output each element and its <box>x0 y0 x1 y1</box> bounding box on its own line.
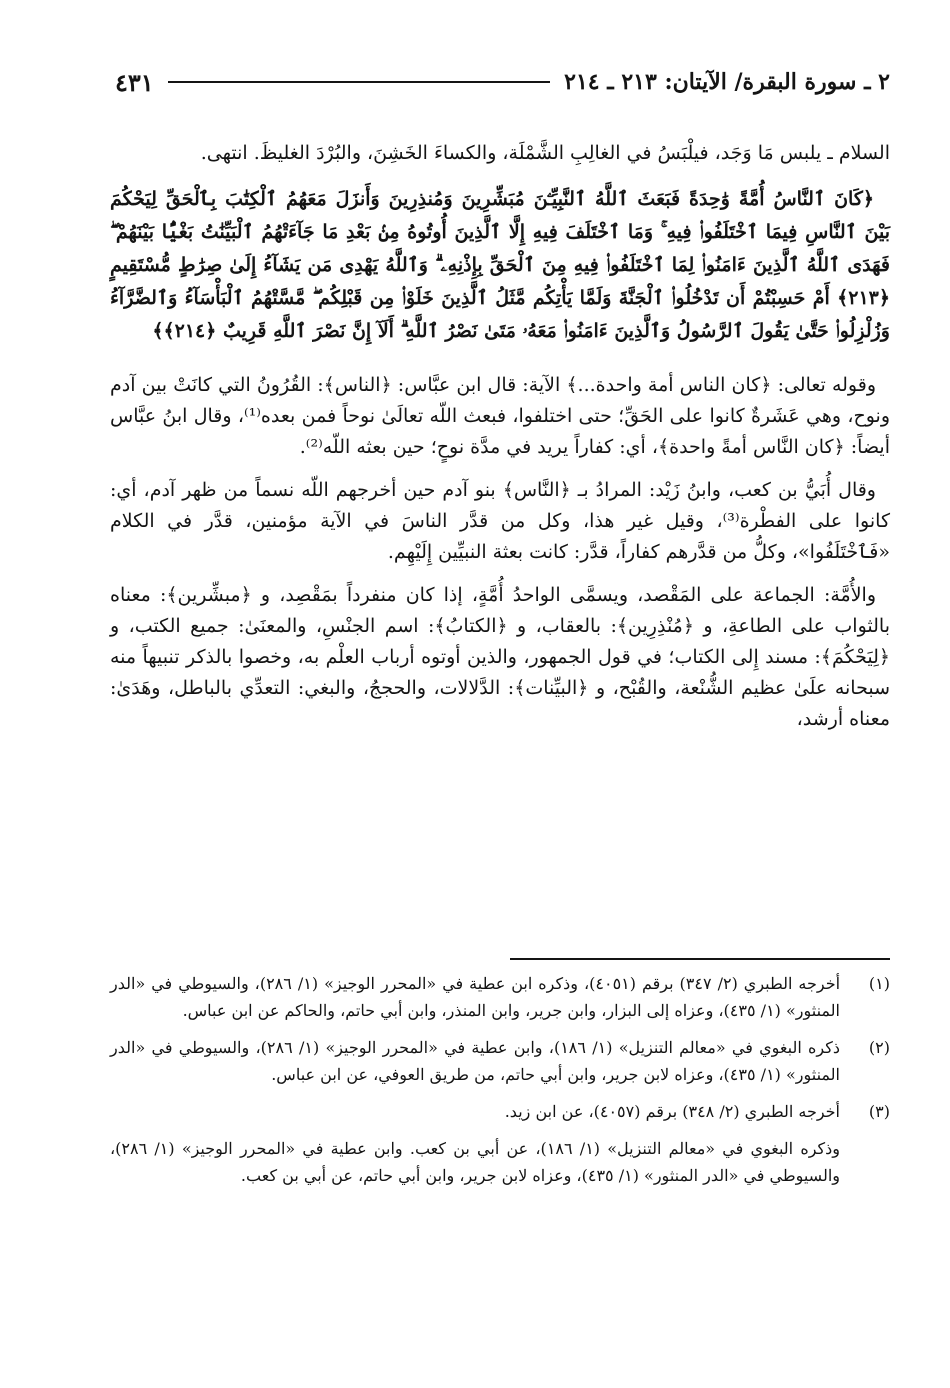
footnote-text: أخرجه الطبري (٢/ ٣٤٨) برقم (٤٠٥٧)، عن ابن زيد. <box>504 1102 840 1121</box>
footnote-number: (١) <box>868 974 890 993</box>
footnote-text: ذكره البغوي في «معالم التنزيل» (١/ ١٨٦)، وابن عطية في «المحرر الوجيز» (١/ ٢٨٦)، والسيوطي في «الدر المنثور» (١/ ٤٣٥)، وعزاه لابن جرير، وابن أبي حاتم، من طريق العوفي، عن ابن عباس. <box>110 1038 840 1084</box>
page-header <box>115 62 890 102</box>
footnote-1 <box>110 970 890 1024</box>
footnote-separator <box>510 958 890 960</box>
main-text <box>110 138 890 747</box>
footnotes <box>110 970 890 1189</box>
paragraph-4: والأُمَّة: الجماعة على المَقْصد، ويسمَّى الواحدُ أُمَّةٍ، إذا كان منفرداً بمَقْصِد، و ﴿مبشِّرين﴾: معناه بالثواب على الطاعةِ، و ﴿مُنْذِرِين﴾: بالعقاب، و ﴿الكتابُ﴾: اسم الجنْسِ، والمعنَىٰ: جميع الكتب، و ﴿لِيَحْكُمَ﴾: مسند إِلى الكتاب؛ في قول الجمهور، والذين أوتوه أرباب العلْم به، وخصوا بالذكر تنبيهاً منه سبحانه علَىٰ عظيم الشُّنْعة، والقُبْح، و ﴿البيِّنات﴾: الدَّلالات، والحججُ، والبغي: التعدِّي بالباطل، وهَدَىٰ: معناه أرشد، <box>110 584 890 730</box>
footnote-2 <box>110 1034 890 1088</box>
quran-verse: ﴿كَانَ ٱلنَّاسُ أُمَّةً وَٰحِدَةً فَبَعَثَ ٱللَّهُ ٱلنَّبِيِّـۧنَ مُبَشِّرِينَ وَمُنذِرِينَ وَأَنزَلَ مَعَهُمُ ٱلْكِتَٰبَ بِٱلْحَقِّ لِيَحْكُمَ بَيْنَ ٱلنَّاسِ فِيمَا ٱخْتَلَفُوا۟ فِيهِ ۚ وَمَا ٱخْتَلَفَ فِيهِ إِلَّا ٱلَّذِينَ أُوتُوهُ مِنۢ بَعْدِ مَا جَآءَتْهُمُ ٱلْبَيِّنَٰتُ بَغْيًۢا بَيْنَهُمْ ۖ فَهَدَى ٱللَّهُ ٱلَّذِينَ ءَامَنُوا۟ لِمَا ٱخْتَلَفُوا۟ فِيهِ مِنَ ٱلْحَقِّ بِإِذْنِهِۦ ۗ وَٱللَّهُ يَهْدِى مَن يَشَآءُ إِلَىٰ صِرَٰطٍ مُّسْتَقِيمٍ ﴿٢١٣﴾ أَمْ حَسِبْتُمْ أَن تَدْخُلُوا۟ ٱلْجَنَّةَ وَلَمَّا يَأْتِكُم مَّثَلُ ٱلَّذِينَ خَلَوْا۟ مِن قَبْلِكُم ۖ مَّسَّتْهُمُ ٱلْبَأْسَآءُ وَٱلضَّرَّآءُ وَزُلْزِلُوا۟ حَتَّىٰ يَقُولَ ٱلرَّسُولُ وَٱلَّذِينَ ءَامَنُوا۟ مَعَهُۥ مَتَىٰ نَصْرُ ٱللَّهِ ۗ أَلَآ إِنَّ نَصْرَ ٱللَّهِ قَرِيبٌ ﴿٢١٤﴾﴾ <box>110 188 890 342</box>
footnote-continuation: وذكره البغوي في «معالم التنزيل» (١/ ١٨٦)، عن أبي بن كعب. وابن عطية في «المحرر الوجيز» (١/ ٢٨٦)، والسيوطي في «الدر المنثور» (١/ ٤٣٥)، وعزاه لابن جرير، وابن أبي حاتم، عن أبي بن كعب. <box>110 1139 840 1185</box>
running-head: ٢ ـ سورة البقرة/ الآيتان: ٢١٣ ـ ٢١٤ <box>564 69 890 95</box>
paragraph-1: السلام ـ يلبس مَا وَجَد، فيلْبَسُ في الغالِبِ الشَّمْلَة، والكساءَ الخَشِنَ، والبُرْدَ الغليظَ. انتهى. <box>200 142 890 164</box>
footnote-number: (٣) <box>868 1102 890 1121</box>
header-rule <box>168 81 550 83</box>
paragraph-2: وقوله تعالى: ﴿كان الناس أمة واحدة...﴾ الآية: قال ابن عبَّاس: ﴿الناس﴾: القُرُونُ التي كانَتْ بين آدم ونوح، وهي عَشَرةٌ كانوا على الحَقِّ؛ حتى اختلفوا، فبعث اللّه تعالَىٰ نوحاً فمن بعده⁽¹⁾، وقال ابنُ عبَّاس أيضاً: ﴿كان النَّاس أمةً واحدة﴾، أي: كفاراً يريد في مدَّة نوحٍ؛ حين بعثه اللّه⁽²⁾. <box>110 374 890 458</box>
footnote-number: (٢) <box>868 1038 890 1057</box>
footnote-3 <box>110 1098 890 1125</box>
paragraph-3: وقال أُبَيُّ بن كعب، وابنُ زَيْد: المرادُ بـ ﴿النَّاس﴾ بنو آدم حين أخرجهم اللّه نسماً من ظهر آدم، أي: كانوا على الفطْرة⁽³⁾، وقيل غير هذا، وكل من قدَّر الناسَ في الآية مؤمنين، قدَّر في الكلام «فَٱخْتَلَفُوا»، وكلُّ من قدَّرهم كفاراً، قدَّر: كانت بعثة النبيِّين إِلَيْهِم. <box>110 479 890 563</box>
footnote-text: أخرجه الطبري (٢/ ٣٤٧) برقم (٤٠٥١)، وذكره ابن عطية في «المحرر الوجيز» (١/ ٢٨٦)، والسيوطي في «الدر المنثور» (١/ ٤٣٥)، وعزاه إلى البزار، وابن جرير، وابن المنذر، وابن أبي حاتم، والحاكم عن ابن عباس. <box>110 974 841 1020</box>
page-number: ٤٣١ <box>115 67 154 97</box>
